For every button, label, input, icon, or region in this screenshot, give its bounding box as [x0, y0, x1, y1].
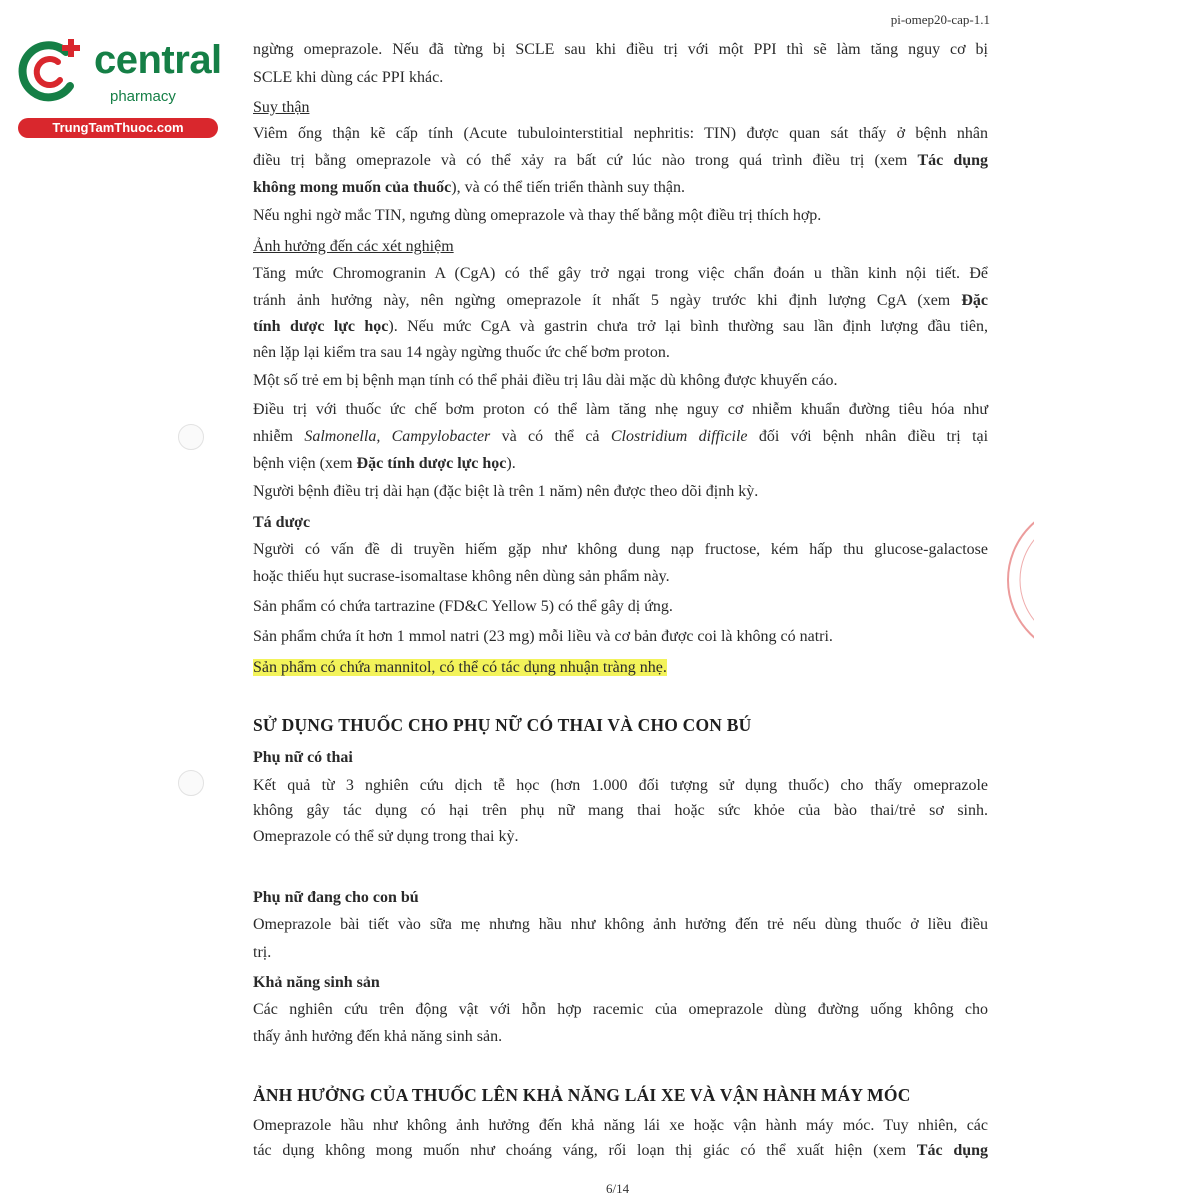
- document-code: pi-omep20-cap-1.1: [890, 12, 990, 27]
- body-line: Omeprazole hầu như không ảnh hưởng đến khả năng lái xe hoặc vận hành máy móc. Tuy nhiên, các: [253, 1117, 988, 1134]
- section-title-suy-than: Suy thận: [253, 99, 310, 116]
- body-line: tính dược lực học). Nếu mức CgA và gastrin chưa trở lại bình thường sau lần định lượng đầu tiên,: [253, 318, 989, 335]
- central-pharmacy-logo: [10, 34, 220, 138]
- section-title-ta-duoc: Tá dược: [253, 514, 311, 531]
- body-line: thấy ảnh hưởng đến khả năng sinh sản.: [253, 1028, 503, 1045]
- heading-driving: ẢNH HƯỞNG CỦA THUỐC LÊN KHẢ NĂNG LÁI XE VÀ VẬN HÀNH MÁY MÓC: [253, 1085, 911, 1105]
- body-line: Nếu nghi ngờ mắc TIN, ngưng dùng omeprazole và thay thế bằng một điều trị thích hợp.: [253, 207, 822, 224]
- body-line: Tăng mức Chromogranin A (CgA) có thể gây trở ngại trong việc chẩn đoán u thần kinh nội tiết. Để: [253, 265, 988, 282]
- body-line: Một số trẻ em bị bệnh mạn tính có thể phải điều trị lâu dài mặc dù không được khuyến cáo.: [253, 372, 838, 389]
- body-line: Sản phẩm chứa ít hơn 1 mmol natri (23 mg) mỗi liều và cơ bản được coi là không có natri.: [253, 628, 833, 645]
- body-line: không mong muốn của thuốc), và có thể tiến triển thành suy thận.: [253, 179, 685, 196]
- body-line: nên lặp lại kiểm tra sau 14 ngày ngừng thuốc ức chế bơm proton.: [253, 344, 670, 361]
- body-line: không gây tác dụng có hại trên phụ nữ mang thai hoặc sức khỏe của bào thai/trẻ sơ sinh.: [253, 802, 988, 819]
- body-line: Viêm ống thận kẽ cấp tính (Acute tubulointerstitial nephritis: TIN) được quan sát thấy ở bệnh nhân: [253, 125, 988, 142]
- logo-website: TrungTamThuoc.com: [18, 118, 218, 138]
- punch-hole-top: [178, 424, 204, 450]
- body-line: Omeprazole có thể sử dụng trong thai kỳ.: [253, 828, 519, 845]
- body-line: bệnh viện (xem Đặc tính dược lực học).: [253, 455, 516, 472]
- body-line: trị.: [253, 944, 272, 961]
- body-line: hoặc thiếu hụt sucrase-isomaltase không nên dùng sản phẩm này.: [253, 568, 670, 585]
- section-title-cho-con-bu: Phụ nữ đang cho con bú: [253, 889, 419, 906]
- section-title-sinh-san: Khả năng sinh sản: [253, 974, 380, 991]
- body-line: ngừng omeprazole. Nếu đã từng bị SCLE sau khi điều trị với một PPI thì sẽ làm tăng nguy cơ bị: [253, 41, 988, 58]
- red-stamp-icon: [1004, 500, 1034, 660]
- body-line: Sản phẩm có chứa tartrazine (FD&C Yellow 5) có thể gây dị ứng.: [253, 598, 673, 615]
- logo-wordmark: central: [94, 38, 222, 82]
- body-line: tránh ảnh hưởng này, nên ngừng omeprazole ít nhất 5 ngày trước khi định lượng CgA (xem Đặc: [253, 292, 988, 309]
- body-line: điều trị bằng omeprazole và có thể xảy ra bất cứ lúc nào trong quá trình điều trị (xem Tác dụng: [253, 152, 989, 169]
- section-title-xet-nghiem: Ảnh hưởng đến các xét nghiệm: [253, 238, 454, 255]
- highlighted-line: Sản phẩm có chứa mannitol, có thể có tác dụng nhuận tràng nhẹ.: [253, 659, 667, 676]
- body-line: tác dụng không mong muốn như choáng váng, rối loạn thị giác có thể xuất hiện (xem Tác dụng: [253, 1142, 989, 1159]
- pharmacy-cross-icon: [14, 36, 84, 106]
- body-line: nhiễm Salmonella, Campylobacter và có thể cả Clostridium difficile đối với bệnh nhân điều trị tại: [253, 428, 989, 445]
- body-line: Kết quả từ 3 nghiên cứu dịch tễ học (hơn 1.000 đối tượng sử dụng thuốc) cho thấy omeprazole: [253, 777, 988, 794]
- logo-subtitle: pharmacy: [110, 88, 176, 105]
- body-line: Điều trị với thuốc ức chế bơm proton có thể làm tăng nhẹ nguy cơ nhiễm khuẩn đường tiêu hóa như: [253, 401, 988, 418]
- heading-pregnancy: SỬ DỤNG THUỐC CHO PHỤ NỮ CÓ THAI VÀ CHO CON BÚ: [253, 715, 752, 735]
- body-line: Omeprazole bài tiết vào sữa mẹ nhưng hầu như không ảnh hưởng đến trẻ nếu dùng thuốc ở liều điều: [253, 916, 988, 933]
- body-line: Người có vấn đề di truyền hiếm gặp như không dung nạp fructose, kém hấp thu glucose-galactose: [253, 541, 988, 558]
- page-number: 6/14: [606, 1181, 630, 1196]
- body-line: Các nghiên cứu trên động vật với hỗn hợp racemic của omeprazole dùng đường uống không cho: [253, 1001, 988, 1018]
- punch-hole-bottom: [178, 770, 204, 796]
- section-title-co-thai: Phụ nữ có thai: [253, 749, 353, 766]
- body-line: SCLE khi dùng các PPI khác.: [253, 69, 444, 86]
- body-line: Người bệnh điều trị dài hạn (đặc biệt là trên 1 năm) nên được theo dõi định kỳ.: [253, 483, 759, 500]
